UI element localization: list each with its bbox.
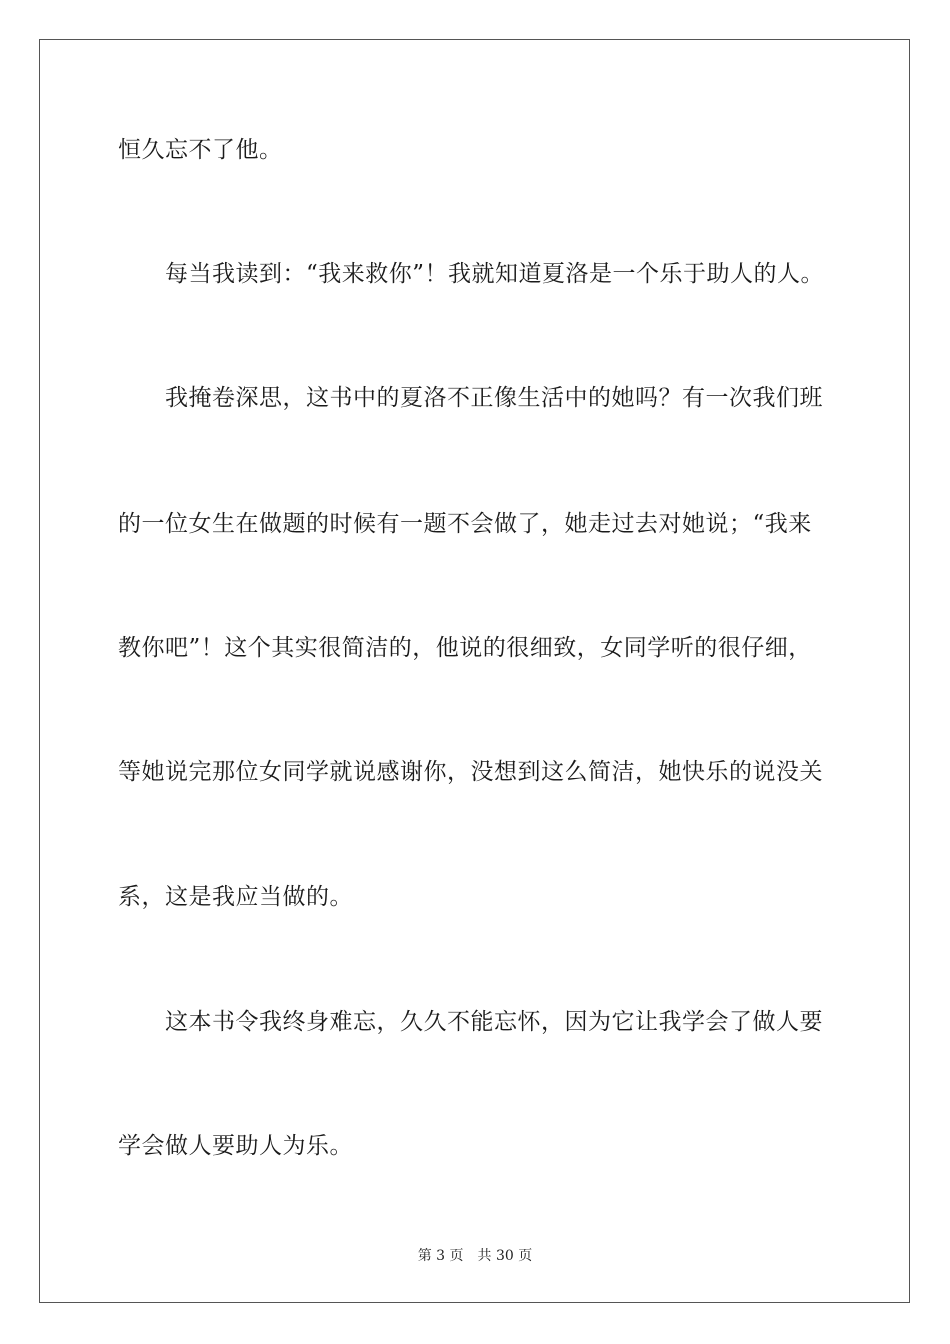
text-line: 我掩卷深思，这书中的夏洛不正像生活中的她吗？有一次我们班 (118, 385, 823, 411)
text-line: 的一位女生在做题的时候有一题不会做了，她走过去对她说；“我来 (118, 511, 812, 537)
page-number: 第 3 页 (417, 1248, 464, 1264)
text-line: 系，这是我应当做的。 (118, 884, 353, 910)
text-line: 教你吧”！这个其实很简洁的，他说的很细致，女同学听的很仔细， (118, 635, 812, 661)
page-total: 共 30 页 (477, 1248, 533, 1264)
page-border (39, 39, 910, 1303)
text-line: 等她说完那位女同学就说感谢你，没想到这么简洁，她快乐的说没关 (118, 759, 823, 785)
text-line: 每当我读到：“我来救你”！我就知道夏洛是一个乐于助人的人。 (118, 261, 825, 287)
page-footer (0, 1246, 950, 1266)
text-line: 恒久忘不了他。 (118, 137, 283, 163)
text-line: 这本书令我终身难忘，久久不能忘怀，因为它让我学会了做人要 (118, 1009, 823, 1035)
text-line: 学会做人要助人为乐。 (118, 1133, 353, 1159)
